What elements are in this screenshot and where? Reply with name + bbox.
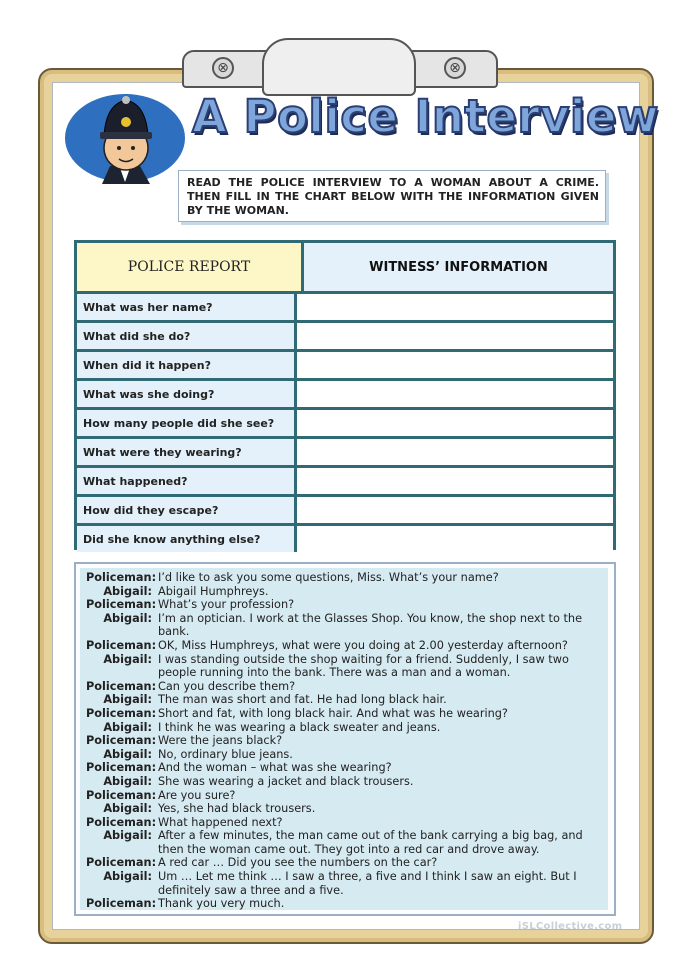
speaker-label: Policeman: <box>86 761 157 775</box>
dialogue-line <box>86 748 604 762</box>
answer-cell[interactable] <box>297 294 613 320</box>
speaker-label: Policeman: <box>86 638 157 652</box>
dialogue-text: I was standing outside the shop waiting for a friend. Suddenly, I saw two people running into the bank. There was a man and a woman. <box>158 652 569 680</box>
dialogue-line <box>86 707 604 721</box>
dialogue-text: OK, Miss Humphreys, what were you doing at 2.00 yesterday afternoon? <box>158 638 568 652</box>
speaker-label: Abigail: <box>103 693 152 707</box>
dialogue-line <box>86 680 604 694</box>
clipboard-clip-top <box>262 38 416 96</box>
dialogue-line <box>86 571 604 585</box>
dialogue-line <box>86 897 604 911</box>
dialogue-line <box>86 829 604 856</box>
chart-row <box>77 439 613 465</box>
dialogue-line <box>86 789 604 803</box>
dialogue-text: What happened next? <box>158 815 283 829</box>
question-cell: When did it happen? <box>77 352 297 378</box>
dialogue-text: Are you sure? <box>158 788 236 802</box>
question-cell: What happened? <box>77 468 297 494</box>
chart-row <box>77 526 613 552</box>
answer-cell[interactable] <box>297 323 613 349</box>
dialogue-text: After a few minutes, the man came out of the bank carrying a big bag, and then the woman came out. They got into a red car and drove away. <box>158 829 583 856</box>
dialogue-text: She was wearing a jacket and black trousers. <box>158 774 414 788</box>
question-cell: How many people did she see? <box>77 410 297 436</box>
dialogue-line <box>86 802 604 816</box>
watermark: iSLCollective.com <box>518 921 623 932</box>
dialogue-text: Thank you very much. <box>158 897 285 911</box>
dialogue-text: I’m an optician. I work at the Glasses Shop. You know, the shop next to the bank. <box>158 611 583 639</box>
dialogue-text: Were the jeans black? <box>158 734 283 748</box>
dialogue-line <box>86 870 604 897</box>
dialogue-text: Abigail Humphreys. <box>158 584 269 598</box>
interview-dialogue <box>74 562 616 916</box>
policeman-icon <box>64 92 186 184</box>
dialogue-text: A red car … Did you see the numbers on the car? <box>158 856 438 870</box>
screw-icon: ⊗ <box>444 57 466 79</box>
speaker-label: Policeman: <box>86 815 157 829</box>
dialogue-text: Um … Let me think … I saw a three, a five and I think I saw an eight. But I definitely saw a three and a five. <box>158 870 577 897</box>
speaker-label: Policeman: <box>86 706 157 720</box>
dialogue-line <box>86 761 604 775</box>
police-report-chart <box>74 240 616 550</box>
dialogue-text: No, ordinary blue jeans. <box>158 747 293 761</box>
speaker-label: Policeman: <box>86 734 157 748</box>
dialogue-line <box>86 693 604 707</box>
speaker-label: Policeman: <box>86 679 157 693</box>
dialogue-line <box>86 856 604 870</box>
dialogue-text: What’s your profession? <box>158 598 295 612</box>
speaker-label: Abigail: <box>103 652 152 666</box>
answer-cell[interactable] <box>297 497 613 523</box>
chart-row <box>77 410 613 436</box>
speaker-label: Policeman: <box>86 788 157 802</box>
dialogue-text-area <box>80 568 608 910</box>
speaker-label: Policeman: <box>86 856 157 870</box>
speaker-label: Policeman: <box>86 598 157 612</box>
chart-row <box>77 468 613 494</box>
chart-row <box>77 381 613 407</box>
answer-cell[interactable] <box>297 526 613 552</box>
dialogue-line <box>86 816 604 830</box>
speaker-label: Abigail: <box>103 802 152 816</box>
question-cell: Did she know anything else? <box>77 526 297 552</box>
dialogue-line <box>86 598 604 612</box>
dialogue-line <box>86 612 604 639</box>
question-cell: What was her name? <box>77 294 297 320</box>
chart-row <box>77 294 613 320</box>
speaker-label: Abigail: <box>103 584 152 598</box>
question-cell: How did they escape? <box>77 497 297 523</box>
answer-cell[interactable] <box>297 468 613 494</box>
speaker-label: Policeman: <box>86 571 157 584</box>
instructions-box: READ THE POLICE INTERVIEW TO A WOMAN ABOUT A CRIME. THEN FILL IN THE CHART BELOW WITH THE INFORMATION GIVEN BY THE WOMAN. <box>178 170 606 222</box>
answer-cell[interactable] <box>297 439 613 465</box>
dialogue-line <box>86 639 604 653</box>
dialogue-line <box>86 775 604 789</box>
police-report-header: POLICE REPORT <box>77 243 304 291</box>
page-title: A Police Interview <box>192 90 659 143</box>
question-cell: What did she do? <box>77 323 297 349</box>
chart-row <box>77 323 613 349</box>
speaker-label: Abigail: <box>103 747 152 761</box>
dialogue-line <box>86 734 604 748</box>
speaker-label: Abigail: <box>103 774 152 788</box>
speaker-label: Abigail: <box>103 720 152 734</box>
chart-row <box>77 352 613 378</box>
dialogue-line <box>86 721 604 735</box>
speaker-label: Policeman: <box>86 897 157 911</box>
dialogue-text: Can you describe them? <box>158 679 296 693</box>
answer-cell[interactable] <box>297 352 613 378</box>
speaker-label: Abigail: <box>103 829 152 843</box>
dialogue-line <box>86 653 604 680</box>
dialogue-text: The man was short and fat. He had long black hair. <box>158 693 447 707</box>
dialogue-text: And the woman – what was she wearing? <box>158 761 392 775</box>
chart-header-row <box>77 243 613 291</box>
dialogue-text: I’d like to ask you some questions, Miss. What’s your name? <box>158 571 499 584</box>
question-cell: What were they wearing? <box>77 439 297 465</box>
dialogue-text: I think he was wearing a black sweater and jeans. <box>158 720 441 734</box>
witness-information-header: WITNESS’ INFORMATION <box>304 243 613 291</box>
screw-icon: ⊗ <box>212 57 234 79</box>
dialogue-text: Yes, she had black trousers. <box>158 802 316 816</box>
dialogue-line <box>86 585 604 599</box>
chart-row <box>77 497 613 523</box>
question-cell: What was she doing? <box>77 381 297 407</box>
answer-cell[interactable] <box>297 381 613 407</box>
speaker-label: Abigail: <box>103 611 152 625</box>
answer-cell[interactable] <box>297 410 613 436</box>
dialogue-text: Short and fat, with long black hair. And what was he wearing? <box>158 706 508 720</box>
speaker-label: Abigail: <box>103 870 152 884</box>
